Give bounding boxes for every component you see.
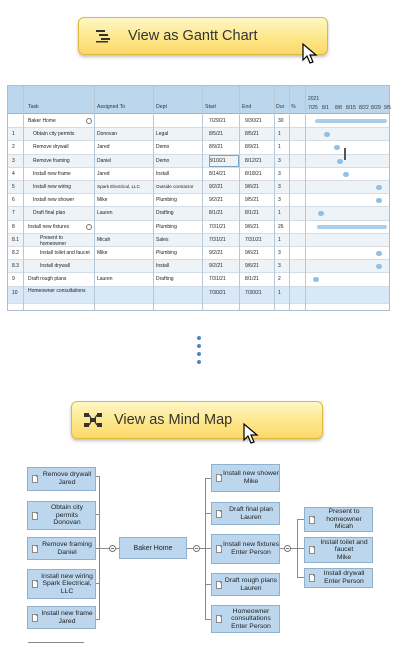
assigned-cell: Jared <box>97 144 110 151</box>
node-title: Remove drywall <box>42 471 92 479</box>
gantt-task-bar[interactable] <box>318 211 324 216</box>
dur-cell: 30 <box>278 118 284 124</box>
note-icon <box>32 545 38 553</box>
expand-icon[interactable] <box>86 224 92 230</box>
row-number: 9 <box>12 276 15 283</box>
end-cell: 7/31/21 <box>245 236 262 243</box>
end-cell: 8/18/21 <box>245 170 262 177</box>
gantt-task-bar[interactable] <box>337 159 343 164</box>
task-cell: Baker Home <box>28 118 56 124</box>
dur-cell: 1 <box>278 236 281 243</box>
dependency-line <box>344 148 346 160</box>
node-person: Lauren <box>240 513 262 521</box>
gantt-task-bar[interactable] <box>376 198 382 203</box>
row-number: 5 <box>12 184 15 190</box>
table-row[interactable] <box>8 115 389 128</box>
assigned-cell: Mike <box>97 197 108 204</box>
assigned-cell: Donovan <box>97 131 118 138</box>
node-person: Mike <box>336 553 352 561</box>
table-row[interactable] <box>8 155 389 168</box>
row-number: 8.3 <box>12 263 19 270</box>
task-cell: Obtain city permits <box>33 131 75 138</box>
dur-cell: 3 <box>278 170 281 177</box>
column-header-dur: Dur <box>276 104 285 110</box>
note-icon <box>216 510 222 518</box>
timeline-date: 8/22 <box>359 105 369 111</box>
dur-cell: 3 <box>278 197 281 204</box>
mindmap-node[interactable] <box>27 467 96 491</box>
start-cell: 9/2/21 <box>209 184 223 190</box>
row-number: 8.2 <box>12 250 19 256</box>
node-title: Install new wiring <box>41 572 93 580</box>
expand-icon[interactable] <box>86 118 92 124</box>
collapse-fixtures-icon[interactable] <box>284 545 291 552</box>
row-number: 3 <box>12 157 15 164</box>
node-title: Obtain city permits <box>50 504 84 519</box>
node-person: Enter Person <box>324 578 364 585</box>
node-title: Install new shower <box>223 470 279 478</box>
start-cell: 8/1/21 <box>209 210 223 217</box>
node-person: Enter Person <box>231 549 271 556</box>
table-row[interactable] <box>8 287 389 304</box>
assigned-cell: Micah <box>97 236 111 243</box>
note-icon <box>32 512 38 520</box>
end-cell: 9/30/21 <box>245 118 262 124</box>
task-cell: Remove framing <box>33 157 70 164</box>
node-person: Micah <box>334 523 354 531</box>
end-cell: 8/9/21 <box>245 144 259 151</box>
mindmap-node[interactable] <box>304 537 373 563</box>
node-person: Jared <box>58 479 76 486</box>
mindmap-button-label: View as Mind Map <box>114 412 233 428</box>
note-icon <box>216 474 222 482</box>
dur-cell: 3 <box>278 263 281 270</box>
task-cell: Install drywall <box>40 263 71 270</box>
mindmap-node[interactable] <box>27 569 96 599</box>
mindmap-node[interactable] <box>27 501 96 530</box>
timeline-date: 8/29 <box>371 105 381 111</box>
table-row[interactable] <box>8 207 389 220</box>
timeline-date: 8/1 <box>322 105 329 111</box>
row-number: 1 <box>12 131 15 138</box>
assigned-cell: Spark Electrical, LLC <box>97 184 140 189</box>
dept-cell: Plumbing <box>156 250 177 256</box>
dept-cell: Sales <box>156 236 169 243</box>
task-cell: Draft rough plans <box>28 276 67 283</box>
start-cell: 8/14/21 <box>209 170 226 177</box>
node-title: Install new fixtures <box>223 541 279 549</box>
end-cell: 8/1/21 <box>245 210 259 217</box>
table-row[interactable] <box>8 128 389 141</box>
note-icon <box>32 580 38 588</box>
mindmap-root-node[interactable] <box>119 537 187 559</box>
dur-cell: 26 <box>278 223 284 230</box>
dept-cell: Install <box>156 170 170 177</box>
note-icon <box>32 614 38 622</box>
mindmap-node[interactable] <box>27 606 96 629</box>
note-icon <box>309 546 315 554</box>
start-cell: 7/30/21 <box>209 289 226 296</box>
dur-cell: 3 <box>278 157 281 164</box>
task-cell: Draft final plan <box>33 210 66 217</box>
start-cell: 7/31/21 <box>209 223 226 230</box>
dept-cell: Outside contractor <box>156 184 194 189</box>
start-cell: 7/31/21 <box>209 236 226 243</box>
gantt-task-bar[interactable] <box>334 145 340 150</box>
dept-cell: Plumbing <box>156 223 177 230</box>
end-cell: 7/30/21 <box>245 289 262 296</box>
view-mind-map-button[interactable] <box>71 401 323 439</box>
assigned-cell: Jared <box>97 170 110 177</box>
node-title: Install drywall <box>323 570 365 578</box>
node-person: Donovan <box>53 519 81 527</box>
column-header-percent: % <box>291 104 296 110</box>
dept-cell: Drafting <box>156 210 174 217</box>
gantt-button-label: View as Gantt Chart <box>128 28 258 44</box>
table-row[interactable] <box>8 181 389 194</box>
end-cell: 9/6/21 <box>245 250 259 256</box>
task-cell: Install new shower <box>33 197 75 204</box>
row-number: 10 <box>12 289 18 296</box>
dept-cell: Drafting <box>156 276 174 283</box>
start-cell: 7/31/21 <box>209 276 226 283</box>
dur-cell: 1 <box>278 289 281 296</box>
task-cell: Remove drywall <box>33 144 69 151</box>
row-number: 4 <box>12 170 15 177</box>
table-row[interactable] <box>8 194 389 207</box>
table-row[interactable] <box>8 221 389 234</box>
task-cell: Install toilet and faucet <box>40 250 90 256</box>
task-cell: Homeowner consultations <box>28 287 86 294</box>
root-label: Baker Home <box>133 544 173 552</box>
end-cell: 9/6/21 <box>245 223 259 230</box>
timeline-date: 7/25 <box>308 105 318 111</box>
start-cell: 8/5/21 <box>209 131 223 138</box>
assigned-cell: Mike <box>97 250 108 256</box>
assigned-cell: Lauren <box>97 276 113 283</box>
table-row[interactable] <box>8 273 389 286</box>
mindmap-node[interactable] <box>27 537 96 560</box>
assigned-cell: Lauren <box>97 210 113 217</box>
timeline-date: 9/5 <box>384 105 391 111</box>
gantt-header <box>8 86 389 114</box>
node-title: Draft rough plans <box>224 576 278 584</box>
table-row[interactable] <box>8 234 389 247</box>
dur-cell: 1 <box>278 131 281 138</box>
gantt-task-bar[interactable] <box>313 277 319 282</box>
dept-cell: Demo <box>156 157 170 164</box>
gantt-task-bar[interactable] <box>376 264 382 269</box>
row-number: 6 <box>12 197 15 204</box>
start-cell: 8/9/21 <box>209 144 223 151</box>
note-icon <box>309 516 315 524</box>
dur-cell: 3 <box>278 184 281 190</box>
assigned-cell: Daniel <box>97 157 112 164</box>
note-icon <box>216 545 222 553</box>
dur-cell: 1 <box>278 144 281 151</box>
task-cell: Install new fixtures <box>28 223 70 230</box>
dept-cell: Install <box>156 263 170 270</box>
mindmap-node[interactable] <box>211 573 280 596</box>
end-cell: 9/6/21 <box>245 263 259 270</box>
timeline-date: 8/15 <box>346 105 356 111</box>
node-person: Daniel <box>57 548 77 556</box>
end-cell: 8/5/21 <box>245 131 259 138</box>
column-header-dept: Dept <box>156 104 167 110</box>
column-header-end: End <box>242 104 252 110</box>
dur-cell: 1 <box>278 210 281 217</box>
dur-cell: 3 <box>278 250 281 256</box>
start-cell: 9/2/21 <box>209 263 223 270</box>
end-cell: 9/5/21 <box>245 197 259 204</box>
view-gantt-chart-button[interactable] <box>78 17 328 55</box>
mind-map <box>0 455 400 654</box>
row-number: 7 <box>12 210 15 217</box>
gantt-chart <box>7 85 390 311</box>
gantt-task-bar[interactable] <box>324 132 330 137</box>
table-row[interactable] <box>8 247 389 260</box>
node-person: Jared <box>58 617 76 625</box>
node-title: Draft final plan <box>229 505 273 513</box>
task-cell: Install new wiring <box>33 184 72 190</box>
more-dots-icon <box>196 336 202 368</box>
start-cell: 9/2/21 <box>209 250 223 256</box>
gantt-icon <box>95 28 111 44</box>
mindmap-node[interactable] <box>304 507 373 532</box>
dur-cell: 2 <box>278 276 281 283</box>
timeline-year: 2021 <box>308 96 320 102</box>
start-cell: 8/10/21 <box>209 157 226 164</box>
mindmap-node[interactable] <box>211 464 280 492</box>
table-row[interactable] <box>8 260 389 273</box>
timeline-date: 8/8 <box>335 105 342 111</box>
collapse-right-icon[interactable] <box>193 545 200 552</box>
divider <box>28 642 84 643</box>
mouse-cursor-icon <box>302 43 318 65</box>
end-cell: 8/1/21 <box>245 276 259 283</box>
mindmap-icon <box>84 413 102 427</box>
note-icon <box>216 581 222 589</box>
start-cell: 7/29/21 <box>209 118 226 124</box>
node-title: Homeowner consultations <box>231 607 271 623</box>
gantt-task-bar[interactable] <box>376 251 382 256</box>
mindmap-node[interactable] <box>211 534 280 564</box>
start-cell: 9/2/21 <box>209 197 223 204</box>
gantt-summary-bar[interactable] <box>315 119 387 123</box>
end-cell: 9/6/21 <box>245 184 259 190</box>
mindmap-node[interactable] <box>211 605 280 633</box>
table-row[interactable] <box>8 168 389 181</box>
mindmap-node[interactable] <box>304 568 373 588</box>
node-person: Lauren <box>240 584 262 592</box>
dept-cell: Demo <box>156 144 170 151</box>
gantt-task-bar[interactable] <box>343 172 349 177</box>
node-person: Mike <box>243 478 259 485</box>
column-header-assigned: Assigned To <box>97 104 126 110</box>
column-header-task: Task <box>28 104 39 110</box>
dept-cell: Legal <box>156 131 169 138</box>
column-header-start: Start <box>205 104 216 110</box>
mindmap-node[interactable] <box>211 502 280 525</box>
node-title: Remove framing <box>42 540 92 548</box>
gantt-summary-bar[interactable] <box>317 225 387 229</box>
node-title: Install toilet and faucet <box>320 538 368 554</box>
row-number: 2 <box>12 144 15 151</box>
row-number: 8.1 <box>12 236 19 243</box>
collapse-left-icon[interactable] <box>109 545 116 552</box>
node-title: Install new frame <box>41 609 93 617</box>
selected-cell[interactable] <box>209 155 239 167</box>
dept-cell: Plumbing <box>156 197 177 204</box>
table-row[interactable] <box>8 141 389 154</box>
note-icon <box>309 574 315 582</box>
task-cell: Present to homeowner <box>40 234 67 247</box>
row-number: 8 <box>12 223 15 230</box>
node-person: Enter Person <box>231 622 271 630</box>
node-person: Spark Electrical, LLC <box>42 580 92 595</box>
node-title: Present to homeowner <box>326 508 362 523</box>
note-icon <box>32 475 38 483</box>
note-icon <box>216 615 222 623</box>
end-cell: 8/12/21 <box>245 157 262 164</box>
task-cell: Install new frame <box>33 170 71 177</box>
gantt-task-bar[interactable] <box>376 185 382 190</box>
mouse-cursor-icon <box>243 423 259 445</box>
